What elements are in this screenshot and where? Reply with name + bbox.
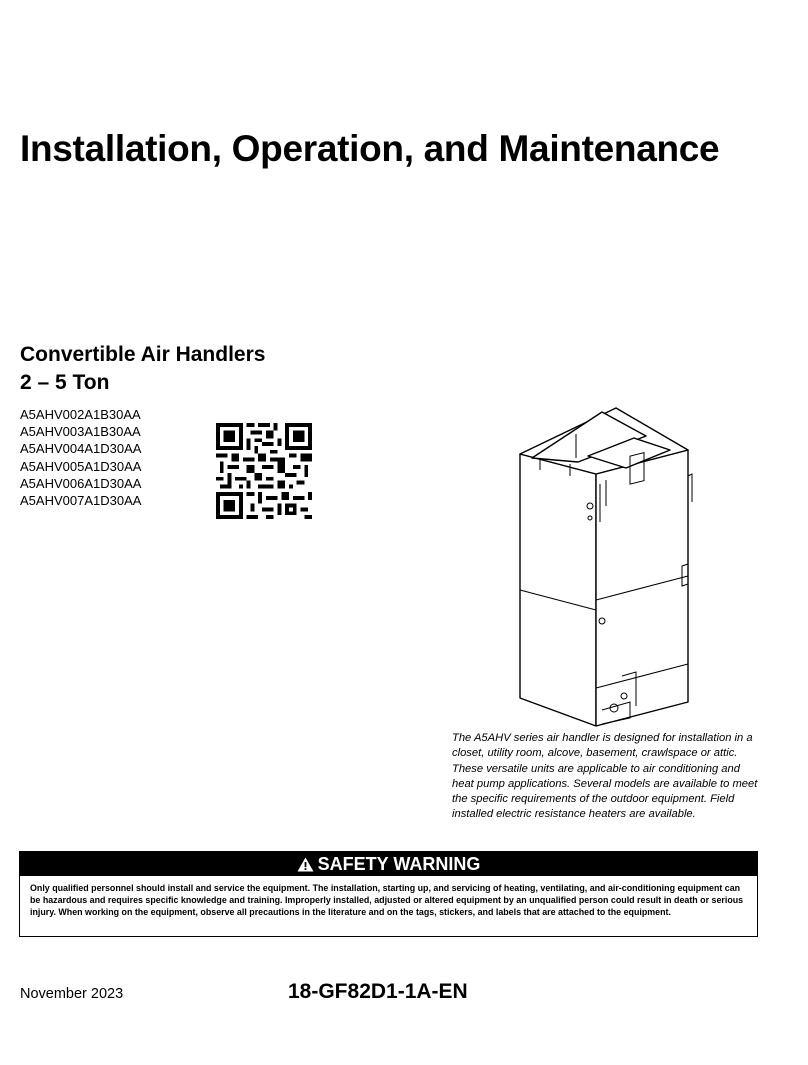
model-number: A5AHV005A1D30AA — [20, 458, 142, 474]
safety-warning-box — [19, 851, 758, 937]
model-list — [20, 406, 141, 509]
model-number: A5AHV004A1D30AA — [20, 441, 142, 457]
product-capacity: 2 – 5 Ton — [20, 371, 110, 394]
qr-code[interactable] — [216, 423, 312, 519]
air-handler-illustration — [510, 406, 694, 732]
model-number: A5AHV002A1B30AA — [20, 407, 141, 422]
page-title: Installation, Operation, and Maintenance — [20, 128, 720, 169]
model-number: A5AHV003A1B30AA — [20, 424, 141, 440]
safety-warning-title: SAFETY WARNING — [317, 854, 481, 874]
model-number: A5AHV007A1D30AA — [20, 493, 142, 509]
publication-date: November 2023 — [20, 986, 124, 1002]
product-title: Convertible Air Handlers — [20, 343, 266, 366]
document-number: 18-GF82D1-1A-EN — [288, 980, 468, 1003]
model-number: A5AHV006A1D30AA — [20, 475, 142, 491]
safety-warning-text: Only qualified personnel should install and service the equipment. The installation, starting up, and servicing of heating, ventilating, and air-conditioning equipment can be hazardous and requires specific knowledge and training. Improperly installed, adjusted or altered equipment by an unqualified person could result in death or serious injury. When working on the equipment, observe all precautions in the literature and on the tags, stickers, and labels that are attached to the equipment. — [30, 883, 744, 917]
product-description: The A5AHV series air handler is designed for installation in a closet, utility room, alcove, basement, crawlspace or attic. These versatile units are applicable to air conditioning and heat pump applications. Several models are available to meet the specific requirements of the outdoor equipment. Field installed electric resistance heaters are available. — [452, 732, 758, 821]
safety-warning-header — [20, 852, 757, 876]
warning-triangle-icon — [297, 857, 314, 872]
